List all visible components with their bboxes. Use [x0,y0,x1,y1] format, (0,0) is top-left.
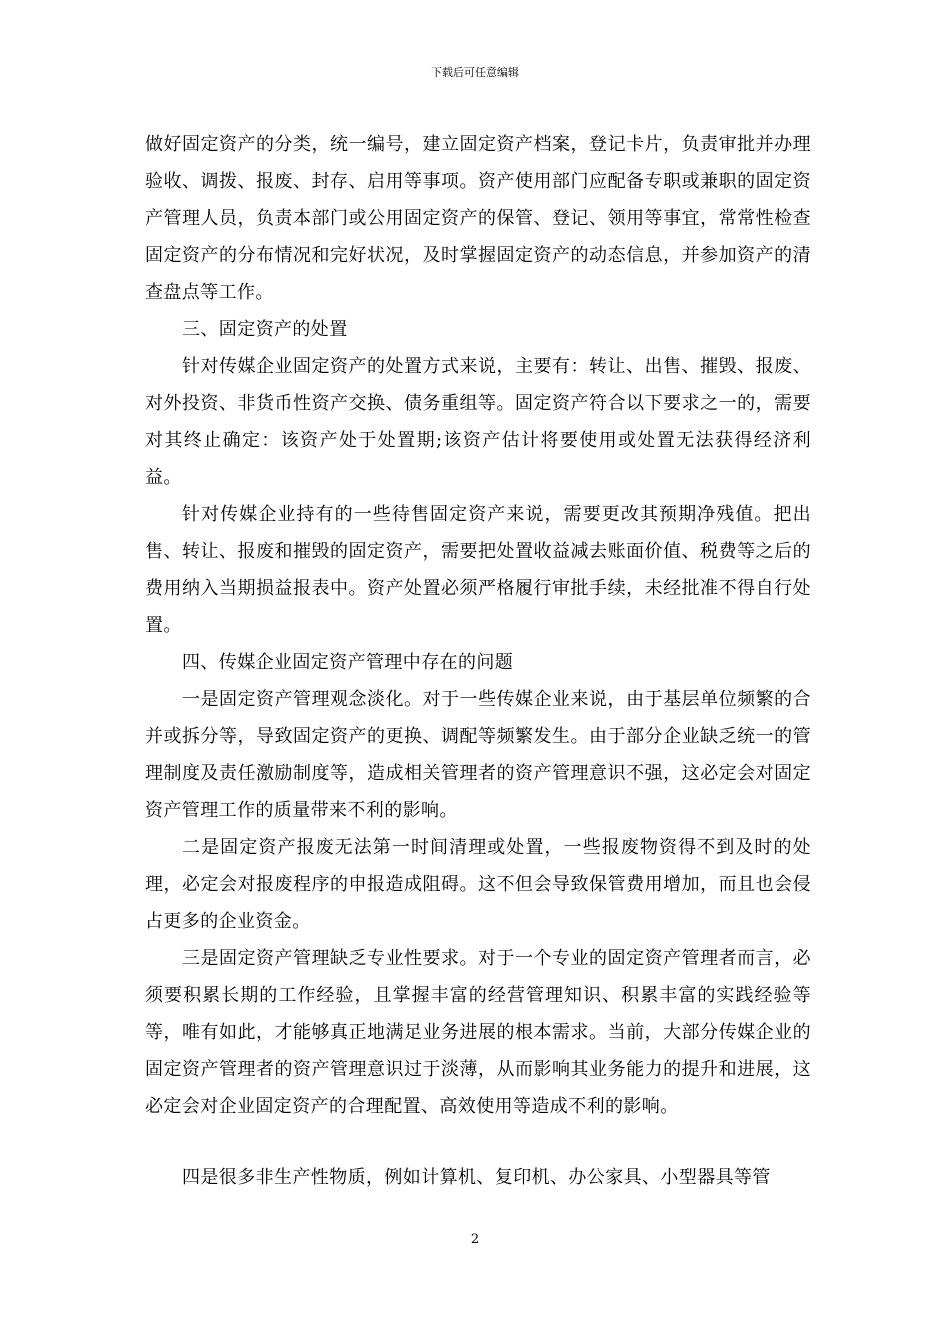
section-heading-problems: 四、传媒企业固定资产管理中存在的问题 [182,652,514,673]
paragraph-problem-three: 三是固定资产管理缺乏专业性要求。对于一个专业的固定资产管理者而言，必须要积累长期的工作经验，且掌握丰富的经营管理知识、积累丰富的实践经验等等，唯有如此，才能够真正地满足业务进展的根本需求。当前，大部分传媒企业的固定资产管理者的资产管理意识过于淡薄，从而影响其业务能力的提升和进展，这必定会对企业固定资产的合理配置、高效使用等造成不利的影响。 [145,948,811,1117]
page-header: 下载后可任意编辑 [431,66,519,79]
paragraph-held-for-sale: 针对传媒企业持有的一些待售固定资产来说，需要更改其预期净残值。把出售、转让、报废和摧毁的固定资产，需要把处置收益减去账面价值、税费等之后的费用纳入当期损益报表中。资产处置必须严格履行审批手续，未经批准不得自行处置。 [145,504,811,636]
page-number: 2 [470,1232,480,1247]
document-body [145,126,811,1196]
paragraph-disposal-methods: 针对传媒企业固定资产的处置方式来说，主要有：转让、出售、摧毁、报废、对外投资、非货币性资产交换、债务重组等。固定资产符合以下要求之一的，需要对其终止确定：该资产处于处置期;该资产估计将要使用或处置无法获得经济利益。 [145,356,811,488]
section-heading-disposal: 三、固定资产的处置 [182,319,348,340]
paragraph-asset-management-duties: 做好固定资产的分类，统一编号，建立固定资产档案，登记卡片，负责审批并办理验收、调拨、报废、封存、启用等事项。资产使用部门应配备专职或兼职的固定资产管理人员，负责本部门或公用固定资产的保管、登记、领用等事宜，常常性检查固定资产的分布情况和完好状况，及时掌握固定资产的动态信息，并参加资产的清查盘点等工作。 [145,134,811,303]
paragraph-spacer [145,1125,811,1159]
paragraph-problem-two: 二是固定资产报废无法第一时间清理或处置，一些报废物资得不到及时的处理，必定会对报废程序的申报造成阻碍。这不但会导致保管费用增加，而且也会侵占更多的企业资金。 [145,837,811,932]
paragraph-problem-one: 一是固定资产管理观念淡化。对于一些传媒企业来说，由于基层单位频繁的合并或拆分等，导致固定资产的更换、调配等频繁发生。由于部分企业缺乏统一的管理制度及责任激励制度等，造成相关管理者的资产管理意识不强，这必定会对固定资产管理工作的质量带来不利的影响。 [145,689,811,821]
paragraph-problem-four: 四是很多非生产性物质，例如计算机、复印机、办公家具、小型器具等管 [182,1167,771,1188]
